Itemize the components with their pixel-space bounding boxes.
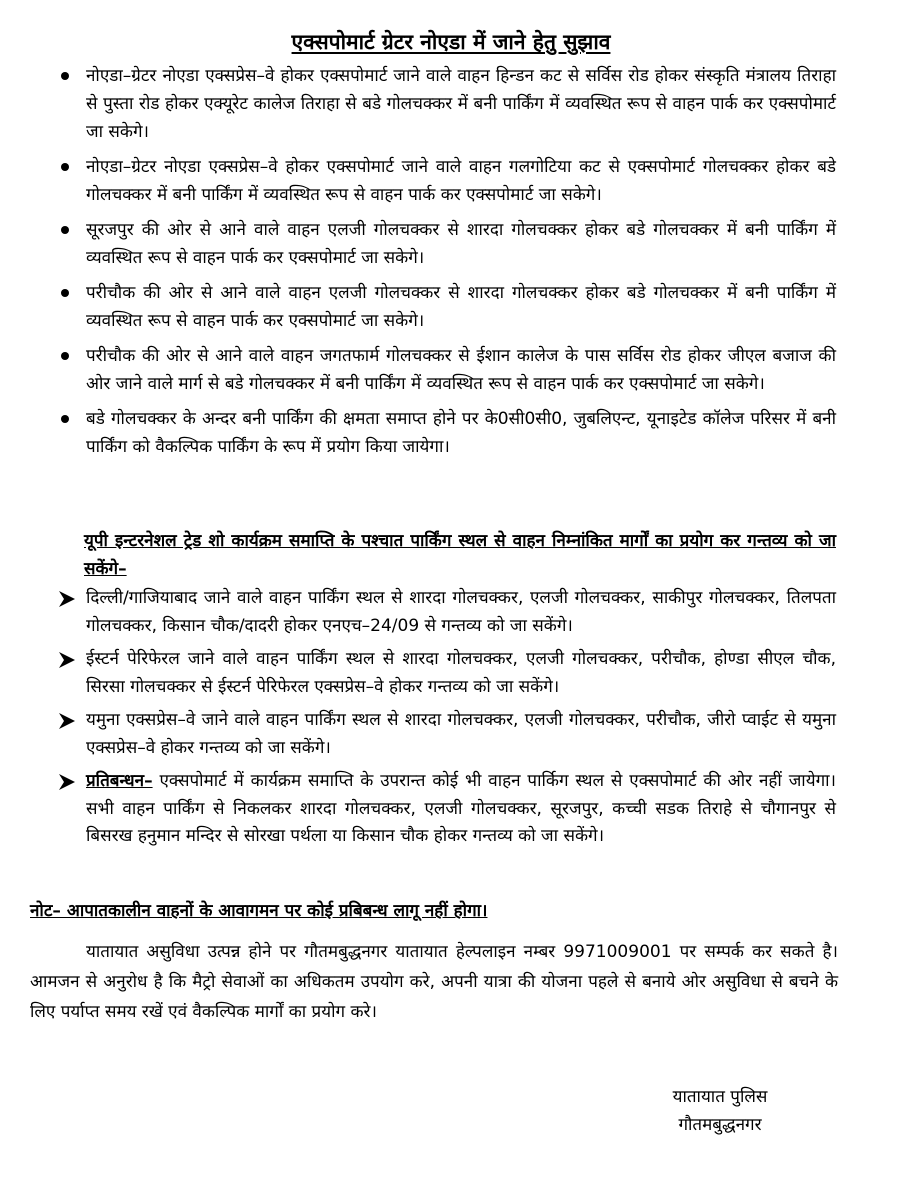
signature-line-1: यातायात पुलिस [672, 1087, 768, 1107]
document-title: एक्सपोमार्ट ग्रेटर नोएडा में जाने हेतु सुझाव [291, 30, 611, 54]
helpline-paragraph: यातायात असुविधा उत्पन्न होने पर गौतमबुद्धनगर यातायात हेल्पलाइन नम्बर 9971009001 पर सम्पर्क कर सकते है। आमजन से अनुरोध है कि मैट्रो सेवाओं का अधिकतम उपयोग करे, अपनी यात्रा की योजना पहले से बनाये ओर असुविधा से बचने के लिए पर्याप्त समय रखें एवं वैकल्पिक मार्गों का प्रयोग करे। [30, 942, 838, 1022]
suggestion-list [58, 62, 836, 468]
exit-routes-heading: यूपी इन्टरनेशल ट्रेड शो कार्यक्रम समाप्ति के पश्चात पार्किंग स्थल से वाहन निम्नांकित मार्गों का प्रयोग कर गन्तव्य को जा सकेंगे– [84, 531, 836, 579]
signature-line-2: गौतमबुद्धनगर [678, 1115, 762, 1135]
route-item [58, 707, 836, 762]
emergency-note: नोट– आपातकालीन वाहनों के आवागमन पर कोई प्रबिबन्ध लागू नहीं होगा। [30, 901, 488, 921]
arrow-bullet-icon [58, 773, 76, 791]
signature-block [640, 1083, 800, 1139]
suggestion-item: परीचौक की ओर से आने वाले वाहन एलजी गोलचक्कर से शारदा गोलचक्कर होकर बडे गोलचक्कर में बनी पार्किंग में व्यवस्थित रूप से वाहन पार्क कर एक्सपोमार्ट जा सकेगे। [58, 279, 836, 335]
route-text: ईस्टर्न पेरिफेरल जाने वाले वाहन पार्किंग स्थल से शारदा गोलचक्कर, एलजी गोलचक्कर, परीचौक, होण्डा सीएल चौक, सिरसा गोलचक्कर से ईस्टर्न पेरिफेरल एक्सप्रेस–वे होकर गन्तव्य को जा सकेंगे। [86, 649, 836, 697]
suggestion-item: सूरजपुर की ओर से आने वाले वाहन एलजी गोलचक्कर से शारदा गोलचक्कर होकर बडे गोलचक्कर में बनी पार्किंग में व्यवस्थित रूप से वाहन पार्क कर एक्सपोमार्ट जा सकेगे। [58, 216, 836, 272]
suggestion-item: नोएडा–ग्रेटर नोएडा एक्सप्रेस–वे होकर एक्सपोमार्ट जाने वाले वाहन हिन्डन कट से सर्विस रोड होकर संस्कृति मंत्रालय तिराहा से पुस्ता रोड होकर एक्यूरेट कालेज तिराहा से बडे गोलचक्कर में बनी पार्किंग में व्यवस्थित रूप से वाहन पार्क कर एक्सपोमार्ट जा सकेगे। [58, 62, 836, 146]
route-text: दिल्ली/गाजियाबाद जाने वाले वाहन पार्किंग स्थल से शारदा गोलचक्कर, एलजी गोलचक्कर, साकीपुर गोलचक्कर, तिलपता गोलचक्कर, किसान चौक/दादरी होकर एनएच–24/09 से गन्तव्य को जा सकेंगे। [86, 588, 836, 636]
exit-route-list [58, 585, 836, 857]
arrow-bullet-icon [58, 651, 76, 669]
arrow-bullet-icon [58, 590, 76, 608]
suggestion-item: बडे गोलचक्कर के अन्दर बनी पार्किंग की क्षमता समाप्त होने पर के0सी0सी0, जुबलिएन्ट, यूनाइटेड कॉलेज परिसर में बनी पार्किंग को वैकल्पिक पार्किंग के रूप में प्रयोग किया जायेगा। [58, 405, 836, 461]
arrow-bullet-icon [58, 712, 76, 730]
suggestion-item: परीचौक की ओर से आने वाले वाहन जगतफार्म गोलचक्कर से ईशान कालेज के पास सर्विस रोड होकर जीएल बजाज की ओर जाने वाले मार्ग से बडे गोलचक्कर में बनी पार्किंग में व्यवस्थित रूप से वाहन पार्क कर एक्सपोमार्ट जा सकेगे। [58, 342, 836, 398]
route-item [58, 585, 836, 640]
route-text: यमुना एक्सप्रेस–वे जाने वाले वाहन पार्किंग स्थल से शारदा गोलचक्कर, एलजी गोलचक्कर, परीचौक, जीरो प्वाईट से यमुना एक्सप्रेस–वे होकर गन्तव्य को जा सकेंगे। [86, 710, 836, 758]
route-item [58, 646, 836, 701]
route-item [58, 768, 836, 851]
restriction-label: प्रतिबन्धन– [86, 771, 153, 791]
suggestion-item: नोएडा–ग्रेटर नोएडा एक्सप्रेस–वे होकर एक्सपोमार्ट जाने वाले वाहन गलगोटिया कट से एक्सपोमार्ट गोलचक्कर होकर बडे गोलचक्कर में बनी पार्किंग में व्यवस्थित रूप से वाहन पार्क कर एक्सपोमार्ट जा सकेगे। [58, 153, 836, 209]
route-text: एक्सपोमार्ट में कार्यक्रम समाप्ति के उपरान्त कोई भी वाहन पार्किग स्थल से एक्सपोमार्ट की ओर नहीं जायेगा। सभी वाहन पार्किंग से निकलकर शारदा गोलचक्कर, एलजी गोलचक्कर, सूरजपुर, कच्ची सडक तिराहे से चौगानपुर से बिसरख हनुमान मन्दिर से सोरखा पर्थला या किसान चौक होकर गन्तव्य को जा सकेंगे। [86, 771, 836, 846]
